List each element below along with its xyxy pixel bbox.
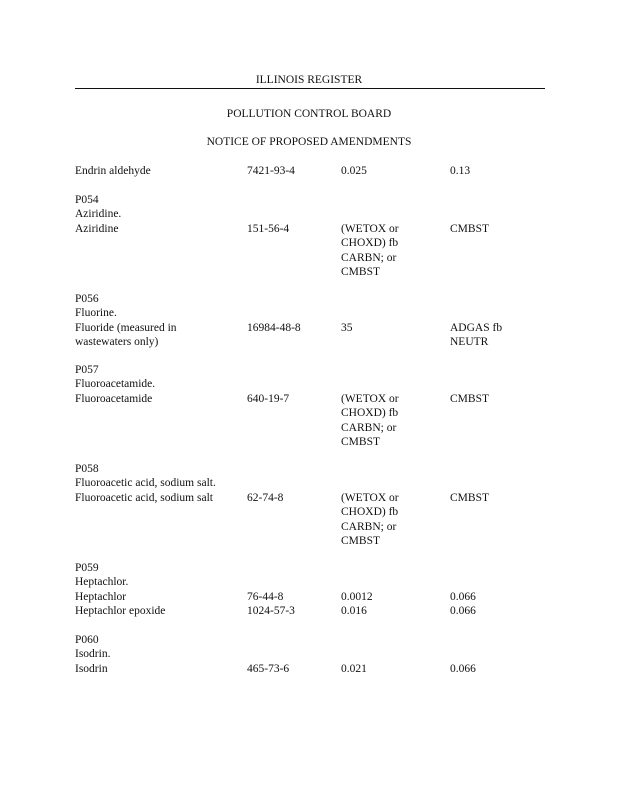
constituent-name: Endrin aldehyde — [75, 165, 151, 177]
waste-heading: Heptachlor. — [75, 576, 129, 588]
board-title: POLLUTION CONTROL BOARD — [226, 108, 392, 120]
cas-number: 1024-57-3 — [247, 605, 295, 617]
header-rule — [75, 88, 545, 89]
constituent-name: Heptachlor epoxide — [75, 605, 166, 617]
waste-code: P056 — [75, 293, 99, 305]
wastewater-standard: (WETOX or CHOXD) fb CARBN; or CMBST — [341, 223, 399, 279]
waste-code: P057 — [75, 364, 99, 376]
waste-code: P054 — [75, 194, 99, 206]
table-row — [0, 604, 618, 618]
waste-heading: Aziridine. — [75, 208, 122, 220]
wastewater-standard: 0.0012 — [341, 591, 373, 603]
constituent-name: Aziridine — [75, 223, 119, 235]
cas-number: 76-44-8 — [247, 591, 284, 603]
cas-number: 465-73-6 — [247, 663, 290, 675]
register-title: ILLINOIS REGISTER — [255, 74, 363, 86]
cas-number: 62-74-8 — [247, 492, 284, 504]
nonwastewater-standard: 0.066 — [450, 591, 476, 603]
nonwastewater-standard: CMBST — [450, 492, 489, 504]
table-row — [0, 164, 618, 178]
waste-heading: Fluoroacetic acid, sodium salt. — [75, 477, 216, 489]
wastewater-standard: 35 — [341, 322, 353, 334]
wastewater-standard: 0.025 — [341, 165, 367, 177]
cas-number: 151-56-4 — [247, 223, 290, 235]
wastewater-standard: 0.021 — [341, 663, 367, 675]
nonwastewater-standard: 0.13 — [450, 165, 471, 177]
cas-number: 16984-48-8 — [247, 322, 301, 334]
wastewater-standard: (WETOX or CHOXD) fb CARBN; or CMBST — [341, 492, 399, 548]
waste-code: P059 — [75, 562, 99, 574]
waste-heading: Fluorine. — [75, 307, 117, 319]
waste-heading: Fluoroacetamide. — [75, 378, 156, 390]
nonwastewater-standard: 0.066 — [450, 605, 476, 617]
table-row — [0, 662, 618, 676]
wastewater-standard: (WETOX or CHOXD) fb CARBN; or CMBST — [341, 393, 399, 449]
nonwastewater-standard: ADGAS fb NEUTR — [450, 322, 503, 349]
cas-number: 7421-93-4 — [247, 165, 295, 177]
nonwastewater-standard: 0.066 — [450, 663, 476, 675]
cas-number: 640-19-7 — [247, 393, 290, 405]
constituent-name: Fluoroacetamide — [75, 393, 153, 405]
nonwastewater-standard: CMBST — [450, 223, 489, 235]
waste-code: P058 — [75, 463, 99, 475]
constituent-name: Fluoroacetic acid, sodium salt — [75, 492, 213, 504]
table-row — [0, 590, 618, 604]
constituent-name: Isodrin — [75, 663, 108, 675]
constituent-name: Heptachlor — [75, 591, 127, 603]
waste-heading: Isodrin. — [75, 648, 111, 660]
wastewater-standard: 0.016 — [341, 605, 367, 617]
constituent-name: Fluoride (measured in wastewaters only) — [75, 322, 177, 349]
waste-code: P060 — [75, 634, 99, 646]
nonwastewater-standard: CMBST — [450, 393, 489, 405]
notice-title: NOTICE OF PROPOSED AMENDMENTS — [206, 136, 412, 148]
